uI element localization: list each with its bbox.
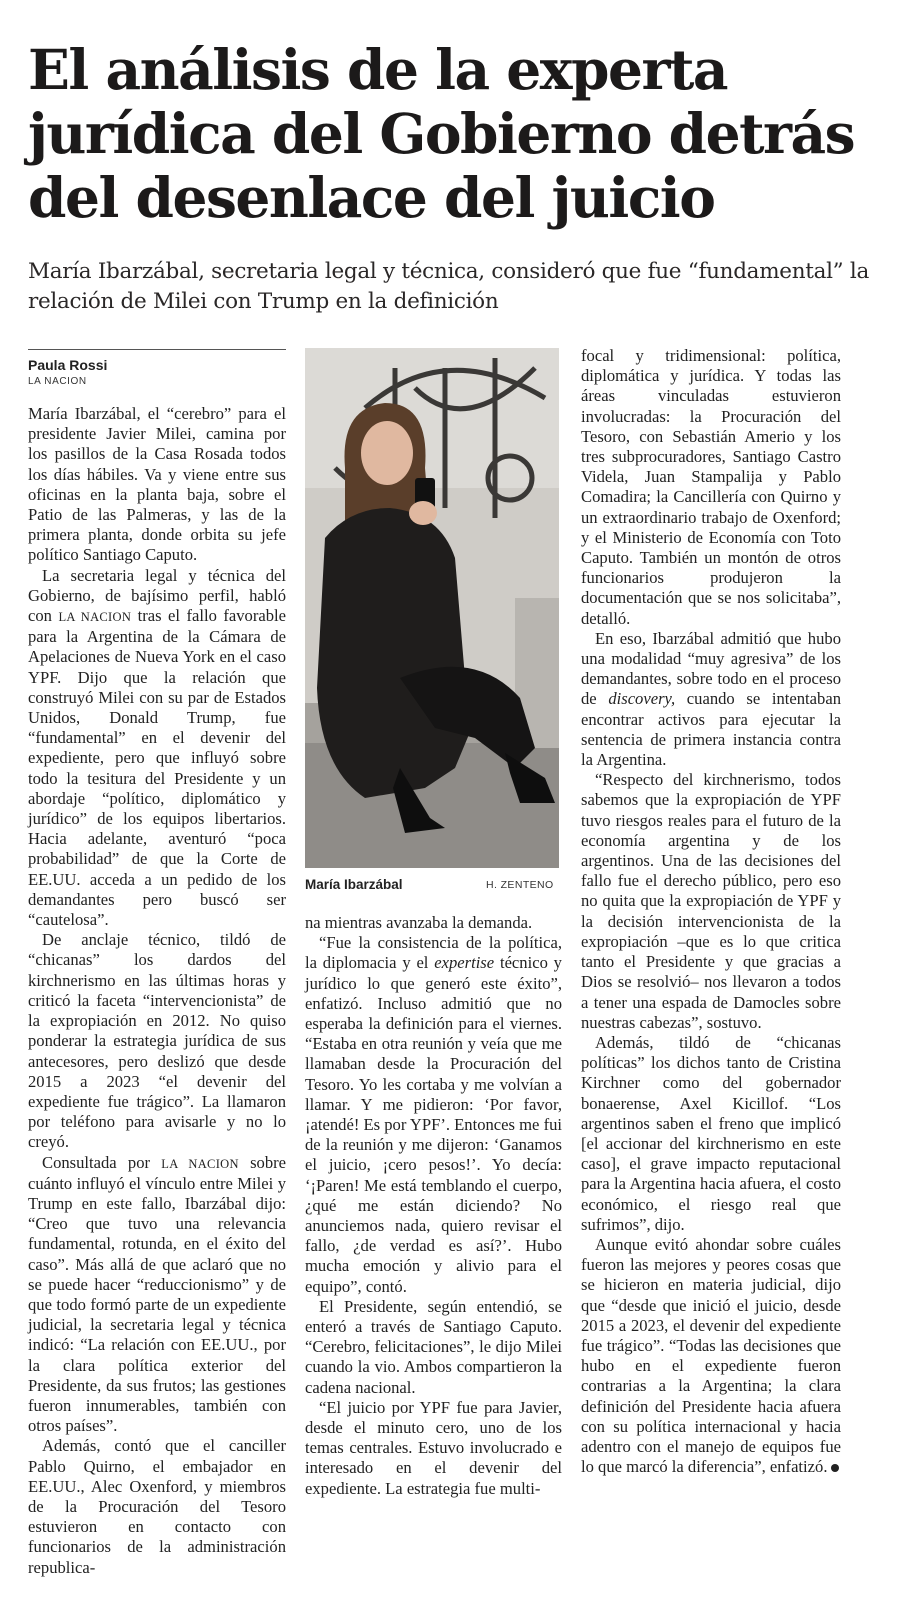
paragraph: “El juicio por YPF fue para Javier, desde el minuto cero, uno de los temas centrales. Estuvo involucrado e interesado en el devenir del expediente. La estrategia fue multi- (305, 1397, 562, 1498)
headline: El análisis de la experta jurídica del Gobierno detrás del desenlace del juicio (28, 37, 855, 230)
paragraph: “Respecto del kirchnerismo, todos sabemos que la expropiación de YPF tuvo riesgos reales para el futuro de la economía argentina y de los argentinos. Una de las decisiones del fallo fue el derecho público, pero eso no quita que la expropiación de YPF y la decisión intervencionista de la expropiación –que es lo que critica tanto el Presidente y que gracias a Dios se resolvió– nos llevaron a todos a tener una espada de Damocles sobre nuestras cabezas”, sostuvo. (581, 770, 841, 1032)
article-column-2 (305, 913, 562, 1499)
article-photo (305, 348, 559, 868)
paragraph: Consultada por LA NACION sobre cuánto influyó el vínculo entre Milei y Trump en este fallo, Ibarzábal dijo: “Creo que tuvo una relevancia fundamental, rotunda, en el éxito del caso”. Más allá de que aclaró que no se puede hacer “reduccionismo” y de que todo formó parte de un expediente judicial, la secretaria legal y técnica indicó: “La relación con EE.UU., por la clara política exterior del Presidente, da sus frutos; las gestiones fueron innumerables, también con otros países”. (28, 1152, 287, 1436)
paragraph: María Ibarzábal, el “cerebro” para el presidente Javier Milei, camina por los pasillos de la Casa Rosada todos los días hábiles. Va y viene entre sus oficinas en la planta baja, sobre el Patio de las Palmeras, y las de la primera planta, donde orbita su jefe político Santiago Caputo. (28, 404, 286, 565)
paragraph: La secretaria legal y técnica del Gobierno, de bajísimo perfil, habló con LA NACION tras el fallo favorable para la Argentina de la Cámara de Apelaciones de Nueva York en el caso YPF. Dijo que la relación que construyó Milei con su par de Estados Unidos, Donald Trump, fue “fundamental” en el devenir del expediente, pero que influyó sobre todo la tesitura del Presidente y un abordaje “político, diplomático y jurídico” de los equipos libertarios. Hacia adelante, aventuró “poca probabilidad” de que la Corte de EE.UU. acceda a un pedido de los demandantes pero buscó ser “cautelosa”. (28, 565, 287, 930)
photo-credit: H. ZENTENO (486, 879, 554, 891)
paragraph: “Fue la consistencia de la política, la diplomacia y el expertise técnico y jurídico lo que generó este éxito”, enfatizó. Incluso admitió que no esperaba la definición para el viernes. “Estaba en otra reunión y veía que me llamaban desde la Procuración del Tesoro. Yo les cortaba y me volvían a llamar. Y me pidieron: ‘Por favor, ¡atendé! Es por YPF’. Entonces me fui de la reunión y me dijeron: ‘Ganamos el juicio, ¡cero pesos!’. Yo decía: ‘¡Paren! Me está temblando el cuerpo, ¿qué me están diciendo? No anunciemos nada, quiero revisar el fallo, ¿de verdad es así?’. Hubo mucha emoción y alivio para el equipo”, contó. (305, 933, 562, 1296)
paragraph: na mientras avanzaba la demanda. (305, 913, 533, 932)
paragraph: Además, contó que el canciller Pablo Quirno, el embajador en EE.UU., Alec Oxenford, y miembros de la Procuración del Tesoro estuvieron en contacto con funcionarios de la administración republica- (28, 1436, 286, 1577)
paragraph: El Presidente, según entendió, se enteró a través de Santiago Caputo. “Cerebro, felicitaciones”, le dijo Milei cuando la vio. Ambos compartieron la cadena nacional. (305, 1296, 562, 1397)
paragraph: focal y tridimensional: política, diplomática y jurídica. Y todas las áreas vinculadas estuvieron involucradas: la Procuración del Tesoro, con Sebastián Amerio y los tres subprocuradores, Santiago Castro Videla, Juan Stampalija y Pablo Comadira; la Cancillería con Quirno y un extraordinario trabajo de Oxenford; y el Ministerio de Economía con Toto Caputo. También un montón de otros funcionarios produjeron la documentación que se nos solicitaba”, detalló. (581, 346, 841, 628)
photo-illustration (305, 348, 559, 868)
article-column-1 (28, 404, 286, 1578)
subhead: María Ibarzábal, secretaria legal y técnica, consideró que fue “fundamental” la relación de Milei con Trump en la definición (28, 259, 870, 314)
paragraph: En eso, Ibarzábal admitió que hubo una modalidad “muy agresiva” de los demandantes, sobre todo en el proceso de discovery, cuando se intentaban encontrar activos para ejecutar la sentencia de primera instancia contra la Argentina. (581, 628, 841, 770)
end-of-article-mark (831, 1464, 839, 1472)
photo-caption: María Ibarzábal (305, 877, 403, 892)
paragraph: Además, tildó de “chicanas políticas” los dichos tanto de Cristina Kirchner como del gobernador bonaerense, Axel Kicillof. “Los argentinos saben el freno que implicó [el accionar del kirchnerismo en este caso], el grave impacto reputacional para la Argentina hacia afuera, el costo económico, el riesgo real que sufrimos”, dijo. (581, 1032, 841, 1234)
byline-author: Paula Rossi (28, 357, 108, 373)
byline-rule (28, 349, 286, 350)
article-column-3 (581, 346, 841, 1477)
paragraph: Aunque evitó ahondar sobre cuáles fueron las mejores y peores cosas que se hicieron en materia judicial, dijo que “desde que inició el juicio, desde 2015 a 2023, el devenir del expediente fue trágico”. “Todas las decisiones que hubo en el expediente fueron contrarias a la Argentina; la clara definición del Presidente hacia afuera con su política internacional y hacia adentro con el manejo de equipos fue lo que marcó la diferencia”, enfatizó. (581, 1234, 841, 1477)
byline-organization: LA NACION (28, 376, 87, 387)
paragraph: De anclaje técnico, tildó de “chicanas” los dardos del kirchnerismo en las últimas horas y criticó la faceta “intervencionista” de la expropiación en 2012. No quiso ponderar la estrategia jurídica de sus antecesores, pero deslizó que desde 2015 a 2023 “el devenir del expediente fue trágico”. La llamaron por teléfono para avisarle y no lo creyó. (28, 930, 286, 1152)
